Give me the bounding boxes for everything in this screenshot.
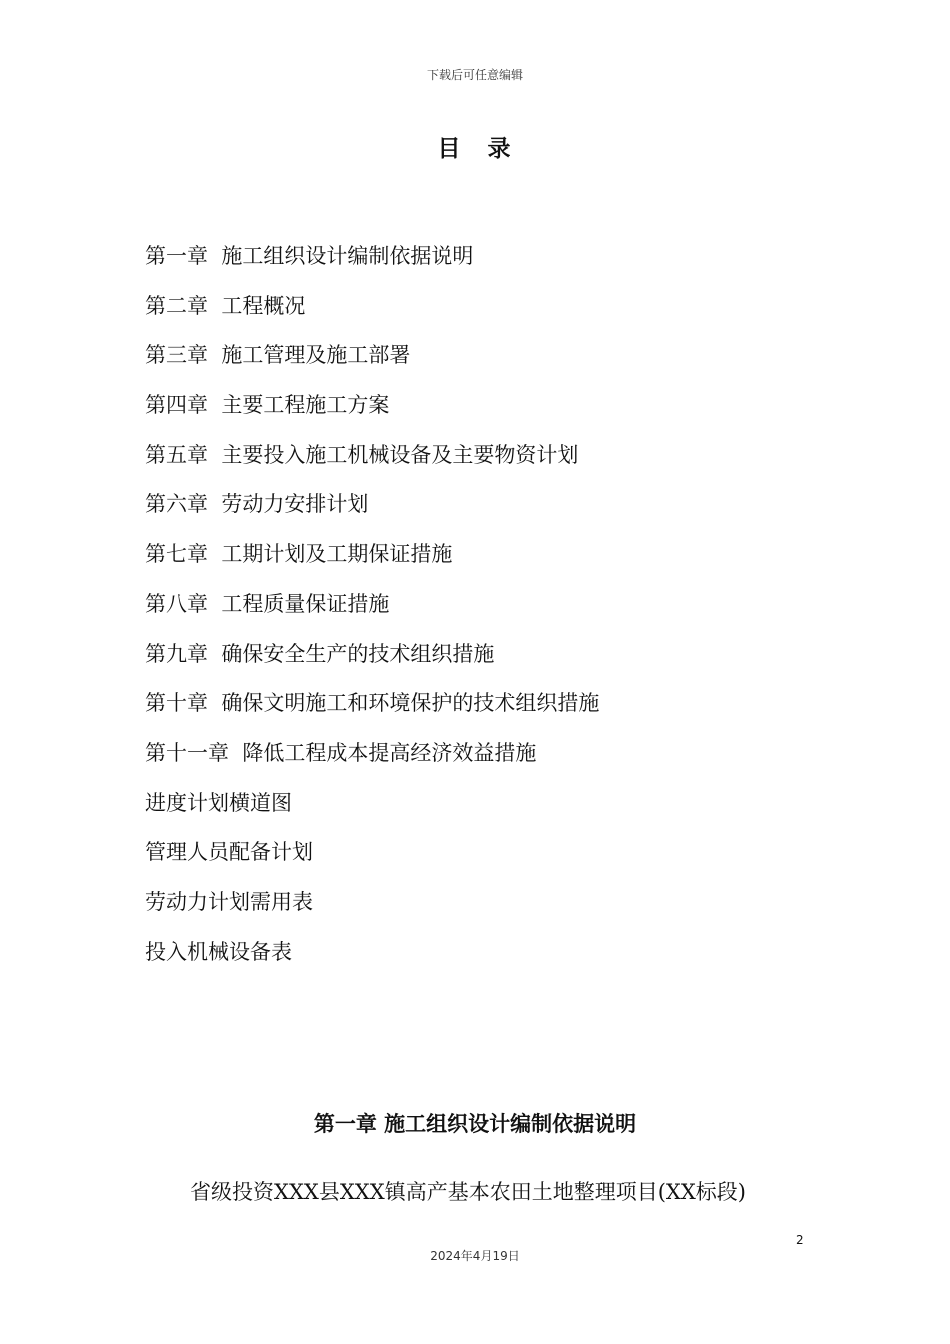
toc-item[interactable]: 第九章 确保安全生产的技术组织措施 xyxy=(145,641,495,666)
toc-item[interactable]: 第五章 主要投入施工机械设备及主要物资计划 xyxy=(145,442,579,467)
toc-item[interactable]: 第三章 施工管理及施工部署 xyxy=(145,343,411,368)
toc-item[interactable]: 第七章 工期计划及工期保证措施 xyxy=(145,542,453,567)
header-note: 下载后可任意编辑 xyxy=(426,68,523,82)
toc-item[interactable]: 第十一章 降低工程成本提高经济效益措施 xyxy=(145,740,537,765)
chapter-heading: 第一章 施工组织设计编制依据说明 xyxy=(313,1112,637,1136)
toc-item[interactable]: 劳动力计划需用表 xyxy=(145,889,313,914)
toc-item[interactable]: 投入机械设备表 xyxy=(145,939,292,964)
footer-date: 2024年4月19日 xyxy=(430,1249,520,1263)
toc-item[interactable]: 第二章 工程概况 xyxy=(145,293,306,318)
toc-item[interactable]: 第八章 工程质量保证措施 xyxy=(145,591,390,616)
page-number: 2 xyxy=(796,1233,804,1247)
body-paragraph: 省级投资XXX县XXX镇高产基本农田土地整理项目(XX标段) xyxy=(190,1180,746,1204)
toc-item[interactable]: 管理人员配备计划 xyxy=(145,840,313,865)
toc-item[interactable]: 第十章 确保文明施工和环境保护的技术组织措施 xyxy=(145,691,600,716)
table-of-contents xyxy=(145,237,599,982)
toc-item[interactable]: 进度计划横道图 xyxy=(145,790,292,815)
toc-item[interactable]: 第六章 劳动力安排计划 xyxy=(145,492,369,517)
toc-item[interactable]: 第一章 施工组织设计编制依据说明 xyxy=(145,244,474,268)
toc-title: 目 录 xyxy=(437,136,513,162)
toc-item[interactable]: 第四章 主要工程施工方案 xyxy=(145,393,390,418)
